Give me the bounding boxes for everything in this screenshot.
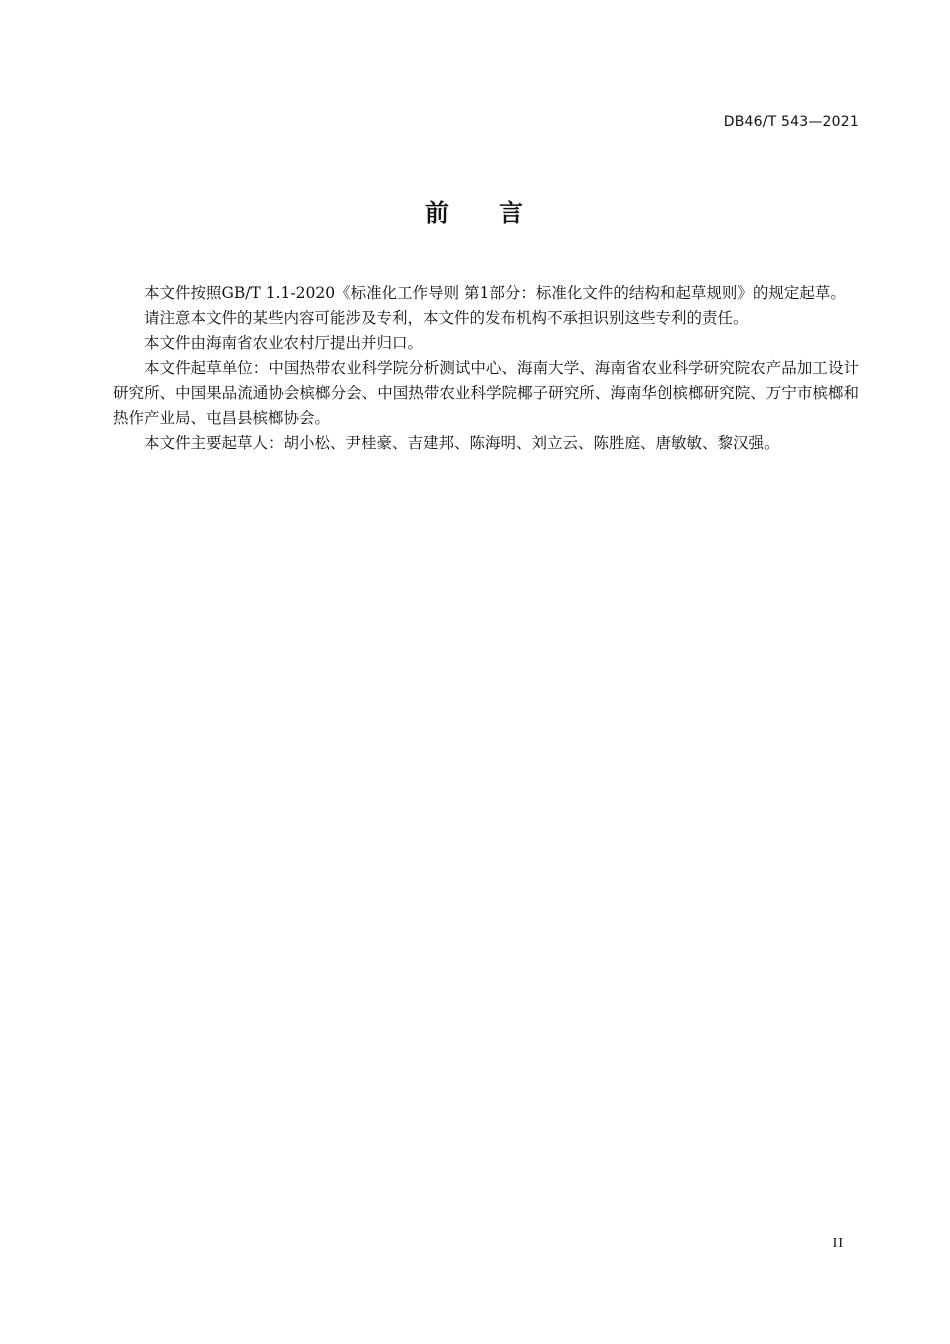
paragraph-drafters: 本文件主要起草人：胡小松、尹桂豪、吉建邦、陈海明、刘立云、陈胜庭、唐敏敏、黎汉强。 xyxy=(144,434,780,452)
page-title xyxy=(0,193,950,228)
foreword-body xyxy=(113,281,859,456)
title-char-2: 言 xyxy=(499,199,525,227)
title-char-1: 前 xyxy=(425,199,451,227)
paragraph-proposer: 本文件由海南省农业农村厅提出并归口。 xyxy=(144,334,424,352)
document-code: DB46/T 543—2021 xyxy=(723,114,859,130)
paragraph-standard-basis: 本文件按照GB/T 1.1-2020《标准化工作导则 第1部分：标准化文件的结构和起草规则》的规定起草。 xyxy=(144,284,846,302)
paragraph-patent-notice: 请注意本文件的某些内容可能涉及专利，本文件的发布机构不承担识别这些专利的责任。 xyxy=(144,309,749,327)
paragraph-drafting-units: 本文件起草单位：中国热带农业科学院分析测试中心、海南大学、海南省农业科学研究院农产品加工设计研究所、中国果品流通协会槟榔分会、中国热带农业科学院椰子研究所、海南华创槟榔研究院、万宁市槟榔和热作产业局、屯昌县槟榔协会。 xyxy=(113,359,859,427)
page-number: II xyxy=(832,1236,844,1251)
